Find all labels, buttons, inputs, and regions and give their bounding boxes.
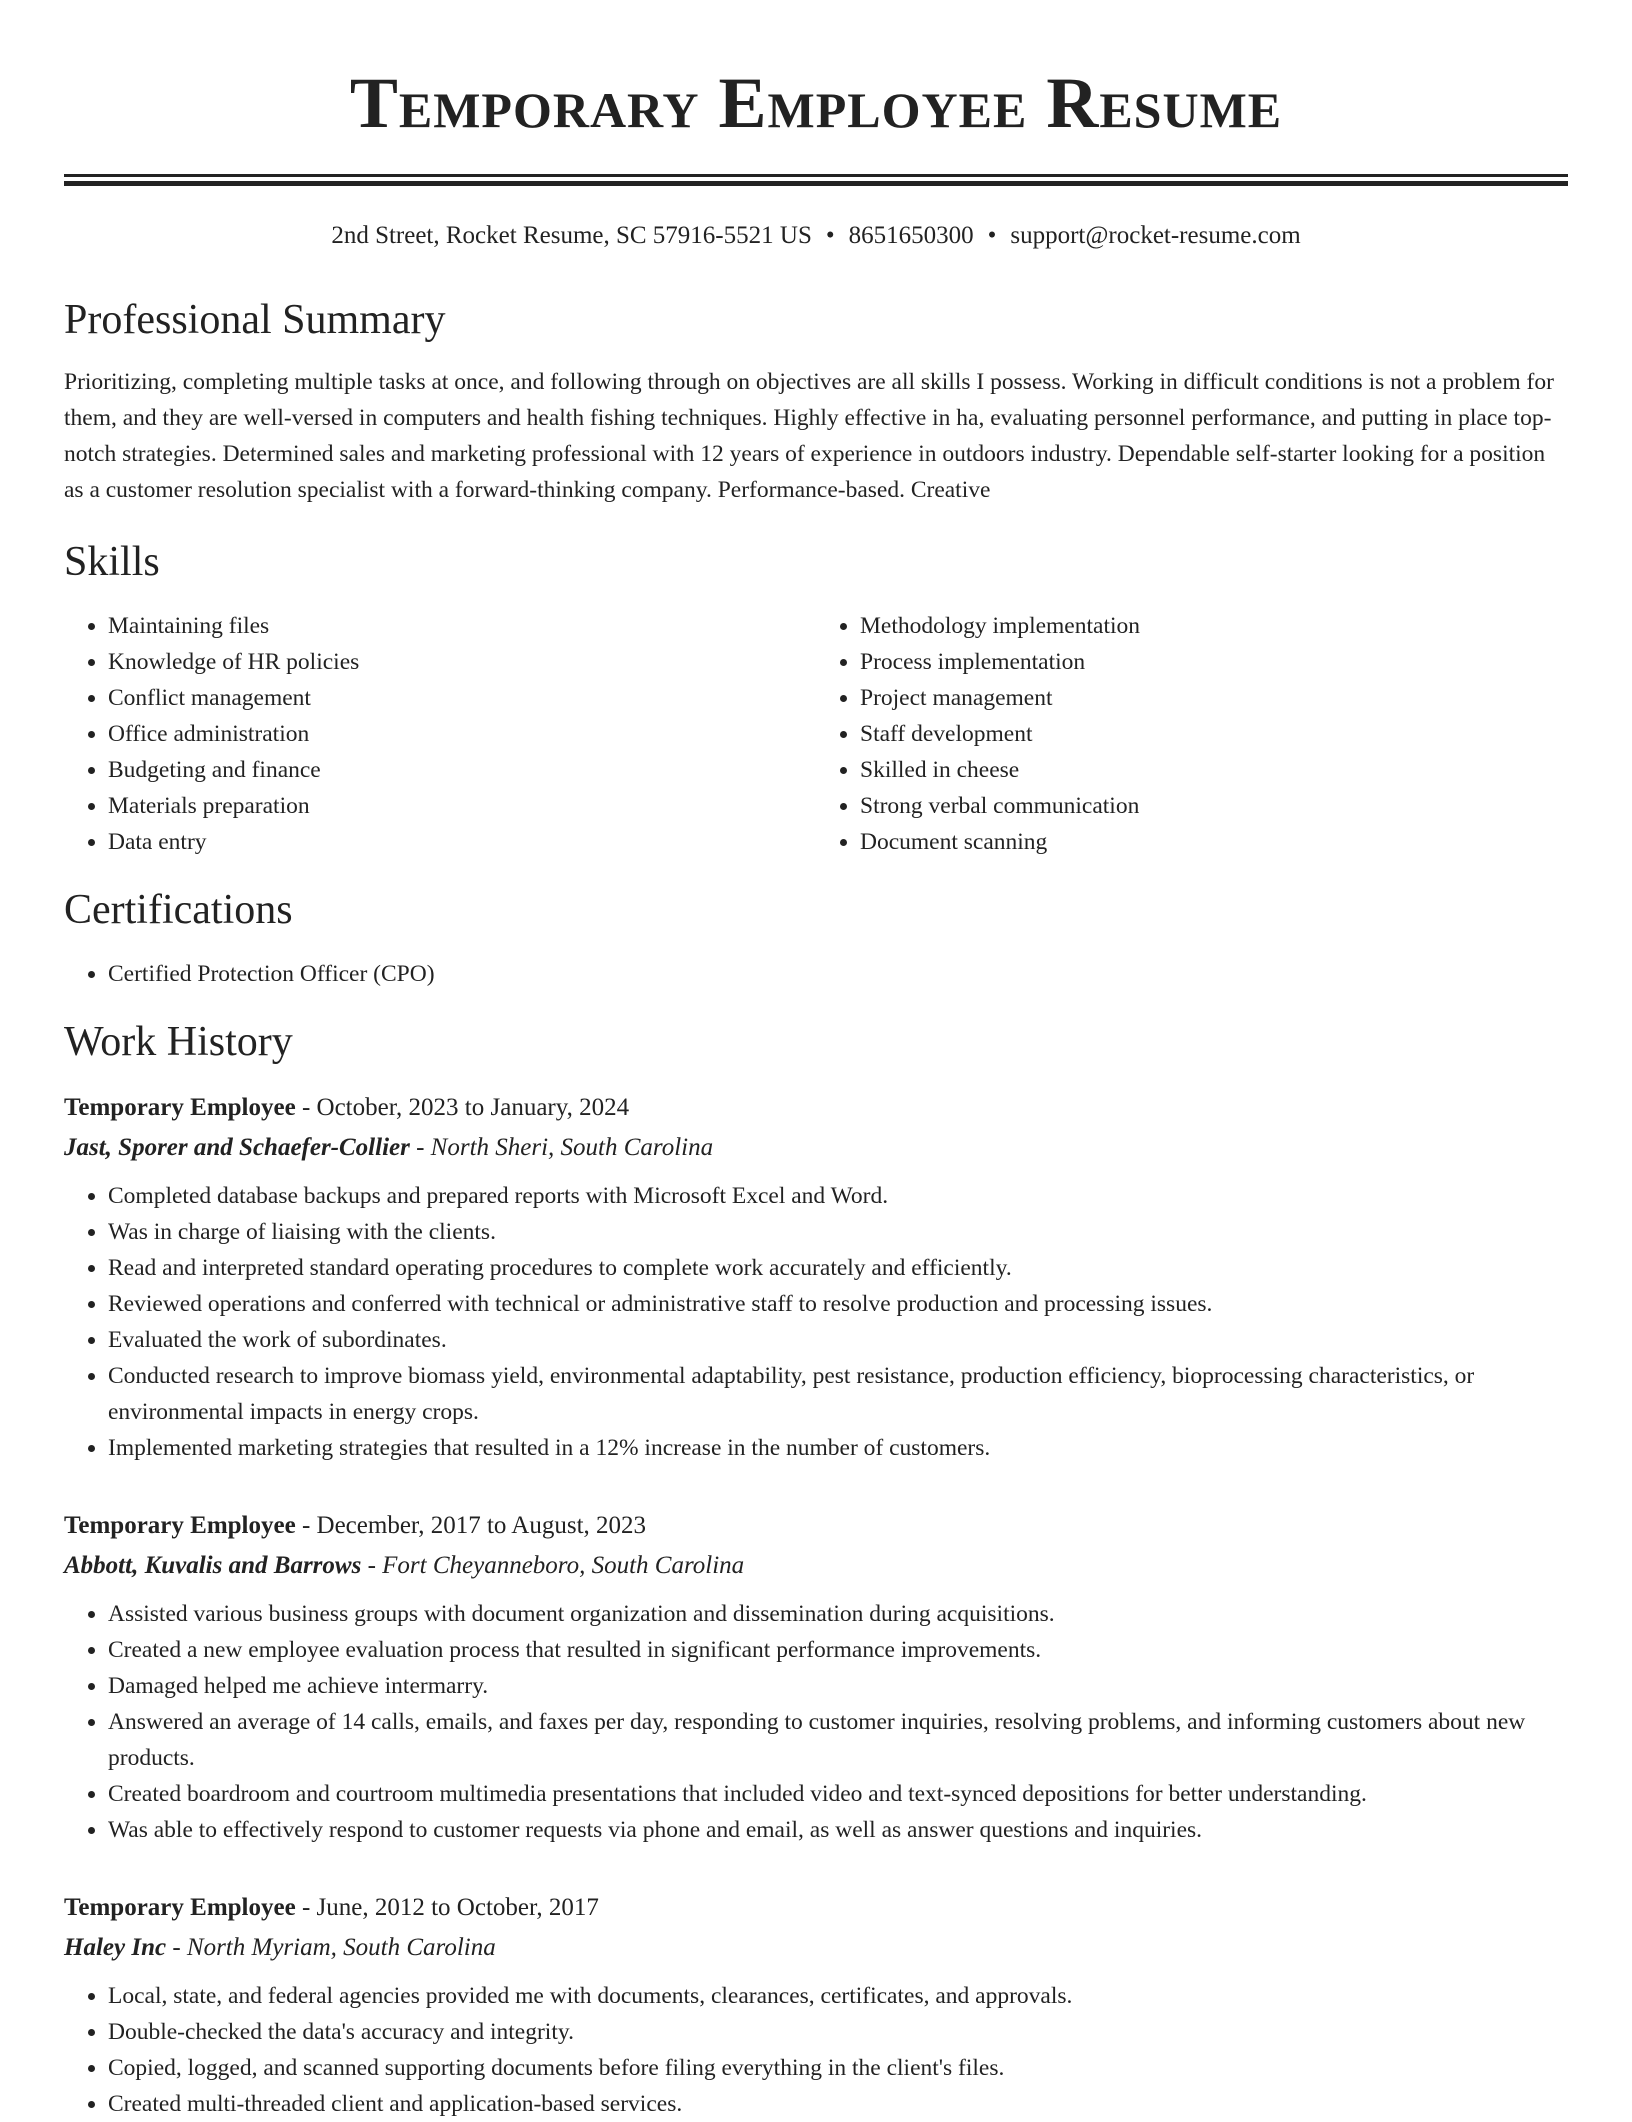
skill-item: • Budgeting and finance bbox=[108, 752, 816, 788]
skill-item: • Skilled in cheese bbox=[860, 752, 1568, 788]
job-bullet: • Created a new employee evaluation process that resulted in significant performance improvements. bbox=[108, 1632, 1568, 1668]
job-bullet: • Completed database backups and prepared reports with Microsoft Excel and Word. bbox=[108, 1178, 1568, 1214]
job-bullet: • Read and interpreted standard operating procedures to complete work accurately and efficiently. bbox=[108, 1250, 1568, 1286]
title-divider bbox=[64, 174, 1568, 186]
job-bullet: • Damaged helped me achieve intermarry. bbox=[108, 1668, 1568, 1704]
job-company-line bbox=[64, 1928, 1568, 1968]
skill-item: • Materials preparation bbox=[108, 788, 816, 824]
job-bullet: • Was able to effectively respond to customer requests via phone and email, as well as answer questions and inquiries. bbox=[108, 1812, 1568, 1848]
page-title: Temporary Employee Resume bbox=[349, 63, 1283, 143]
job-bullet: • Conducted research to improve biomass yield, environmental adaptability, pest resistance, production efficiency, bioprocessing characteristics, or environmental impacts in energy crops. bbox=[108, 1358, 1568, 1430]
skill-item: • Methodology implementation bbox=[860, 608, 1568, 644]
job-dates: - December, 2017 to August, 2023 bbox=[295, 1512, 647, 1539]
job-bullet: • Local, state, and federal agencies provided me with documents, clearances, certificates, and approvals. bbox=[108, 1978, 1568, 2014]
contact-address: 2nd Street, Rocket Resume, SC 57916-5521 US bbox=[331, 222, 812, 249]
job-bullet: • Created multi-threaded client and application-based services. bbox=[108, 2086, 1568, 2122]
skills-column-right bbox=[816, 608, 1568, 860]
skill-item: • Strong verbal communication bbox=[860, 788, 1568, 824]
skill-item: • Knowledge of HR policies bbox=[108, 644, 816, 680]
job-dates: - October, 2023 to January, 2024 bbox=[295, 1094, 630, 1121]
job-bullets bbox=[64, 1178, 1568, 1466]
job-dates: - June, 2012 to October, 2017 bbox=[295, 1894, 599, 1921]
contact-line bbox=[64, 220, 1568, 252]
job-bullets bbox=[64, 1978, 1568, 2122]
summary-heading: Professional Summary bbox=[64, 297, 446, 343]
skill-item: • Office administration bbox=[108, 716, 816, 752]
job-bullet: • Answered an average of 14 calls, emails, and faxes per day, responding to customer inquiries, resolving problems, and informing customers about new products. bbox=[108, 1704, 1568, 1776]
summary-text: Prioritizing, completing multiple tasks at once, and following through on objectives are all skills I possess. Working in difficult conditions is not a problem for them, and they are well-versed in computers and health fishing techniques. Highly effective in ha, evaluating personnel performance, and putting in place top-notch strategies. Determined sales and marketing professional with 12 years of experience in outdoors industry. Dependable self-starter looking for a position as a customer resolution specialist with a forward-thinking company. Performance-based. Creative bbox=[64, 369, 1554, 503]
job-title-line bbox=[64, 1506, 1568, 1546]
job-location: - North Sheri, South Carolina bbox=[409, 1134, 714, 1161]
job-bullet: • Implemented marketing strategies that resulted in a 12% increase in the number of customers. bbox=[108, 1430, 1568, 1466]
contact-email: support@rocket-resume.com bbox=[1010, 222, 1301, 249]
job-title: Temporary Employee bbox=[64, 1094, 296, 1121]
job-entry bbox=[64, 1888, 1568, 2122]
job-entry bbox=[64, 1088, 1568, 1466]
job-company: Jast, Sporer and Schaefer-Collier bbox=[64, 1134, 410, 1161]
skill-item: • Process implementation bbox=[860, 644, 1568, 680]
skills-column-left bbox=[64, 608, 816, 860]
certifications-heading: Certifications bbox=[64, 887, 293, 933]
job-bullet: • Reviewed operations and conferred with technical or administrative staff to resolve production and processing issues. bbox=[108, 1286, 1568, 1322]
job-entry bbox=[64, 1506, 1568, 1848]
job-location: - Fort Cheyanneboro, South Carolina bbox=[361, 1552, 745, 1579]
job-bullet: • Created boardroom and courtroom multimedia presentations that included video and text-synced depositions for better understanding. bbox=[108, 1776, 1568, 1812]
job-company-line bbox=[64, 1128, 1568, 1168]
job-bullets bbox=[64, 1596, 1568, 1848]
skill-item: • Staff development bbox=[860, 716, 1568, 752]
contact-separator: • bbox=[987, 222, 997, 249]
job-company-line bbox=[64, 1546, 1568, 1586]
job-bullet: • Was in charge of liaising with the clients. bbox=[108, 1214, 1568, 1250]
skill-item: • Conflict management bbox=[108, 680, 816, 716]
certifications-list bbox=[64, 956, 1568, 992]
job-bullet: • Double-checked the data's accuracy and integrity. bbox=[108, 2014, 1568, 2050]
job-title: Temporary Employee bbox=[64, 1894, 296, 1921]
job-title-line bbox=[64, 1888, 1568, 1928]
skill-item: • Document scanning bbox=[860, 824, 1568, 860]
job-title: Temporary Employee bbox=[64, 1512, 296, 1539]
skill-item: • Maintaining files bbox=[108, 608, 816, 644]
contact-separator: • bbox=[825, 222, 835, 249]
job-bullet: • Evaluated the work of subordinates. bbox=[108, 1322, 1568, 1358]
skill-item: • Data entry bbox=[108, 824, 816, 860]
job-company: Abbott, Kuvalis and Barrows bbox=[64, 1552, 362, 1579]
job-company: Haley Inc bbox=[64, 1934, 167, 1961]
certification-item: • Certified Protection Officer (CPO) bbox=[108, 956, 1568, 992]
job-bullet: • Copied, logged, and scanned supporting documents before filing everything in the client's files. bbox=[108, 2050, 1568, 2086]
job-bullet: • Assisted various business groups with document organization and dissemination during acquisitions. bbox=[108, 1596, 1568, 1632]
contact-phone: 8651650300 bbox=[848, 222, 974, 249]
skill-item: • Project management bbox=[860, 680, 1568, 716]
skills-list bbox=[64, 608, 1568, 860]
work-history-heading: Work History bbox=[64, 1019, 293, 1065]
skills-heading: Skills bbox=[64, 539, 160, 585]
resume-page bbox=[64, 0, 1568, 2122]
job-title-line bbox=[64, 1088, 1568, 1128]
job-location: - North Myriam, South Carolina bbox=[166, 1934, 496, 1961]
